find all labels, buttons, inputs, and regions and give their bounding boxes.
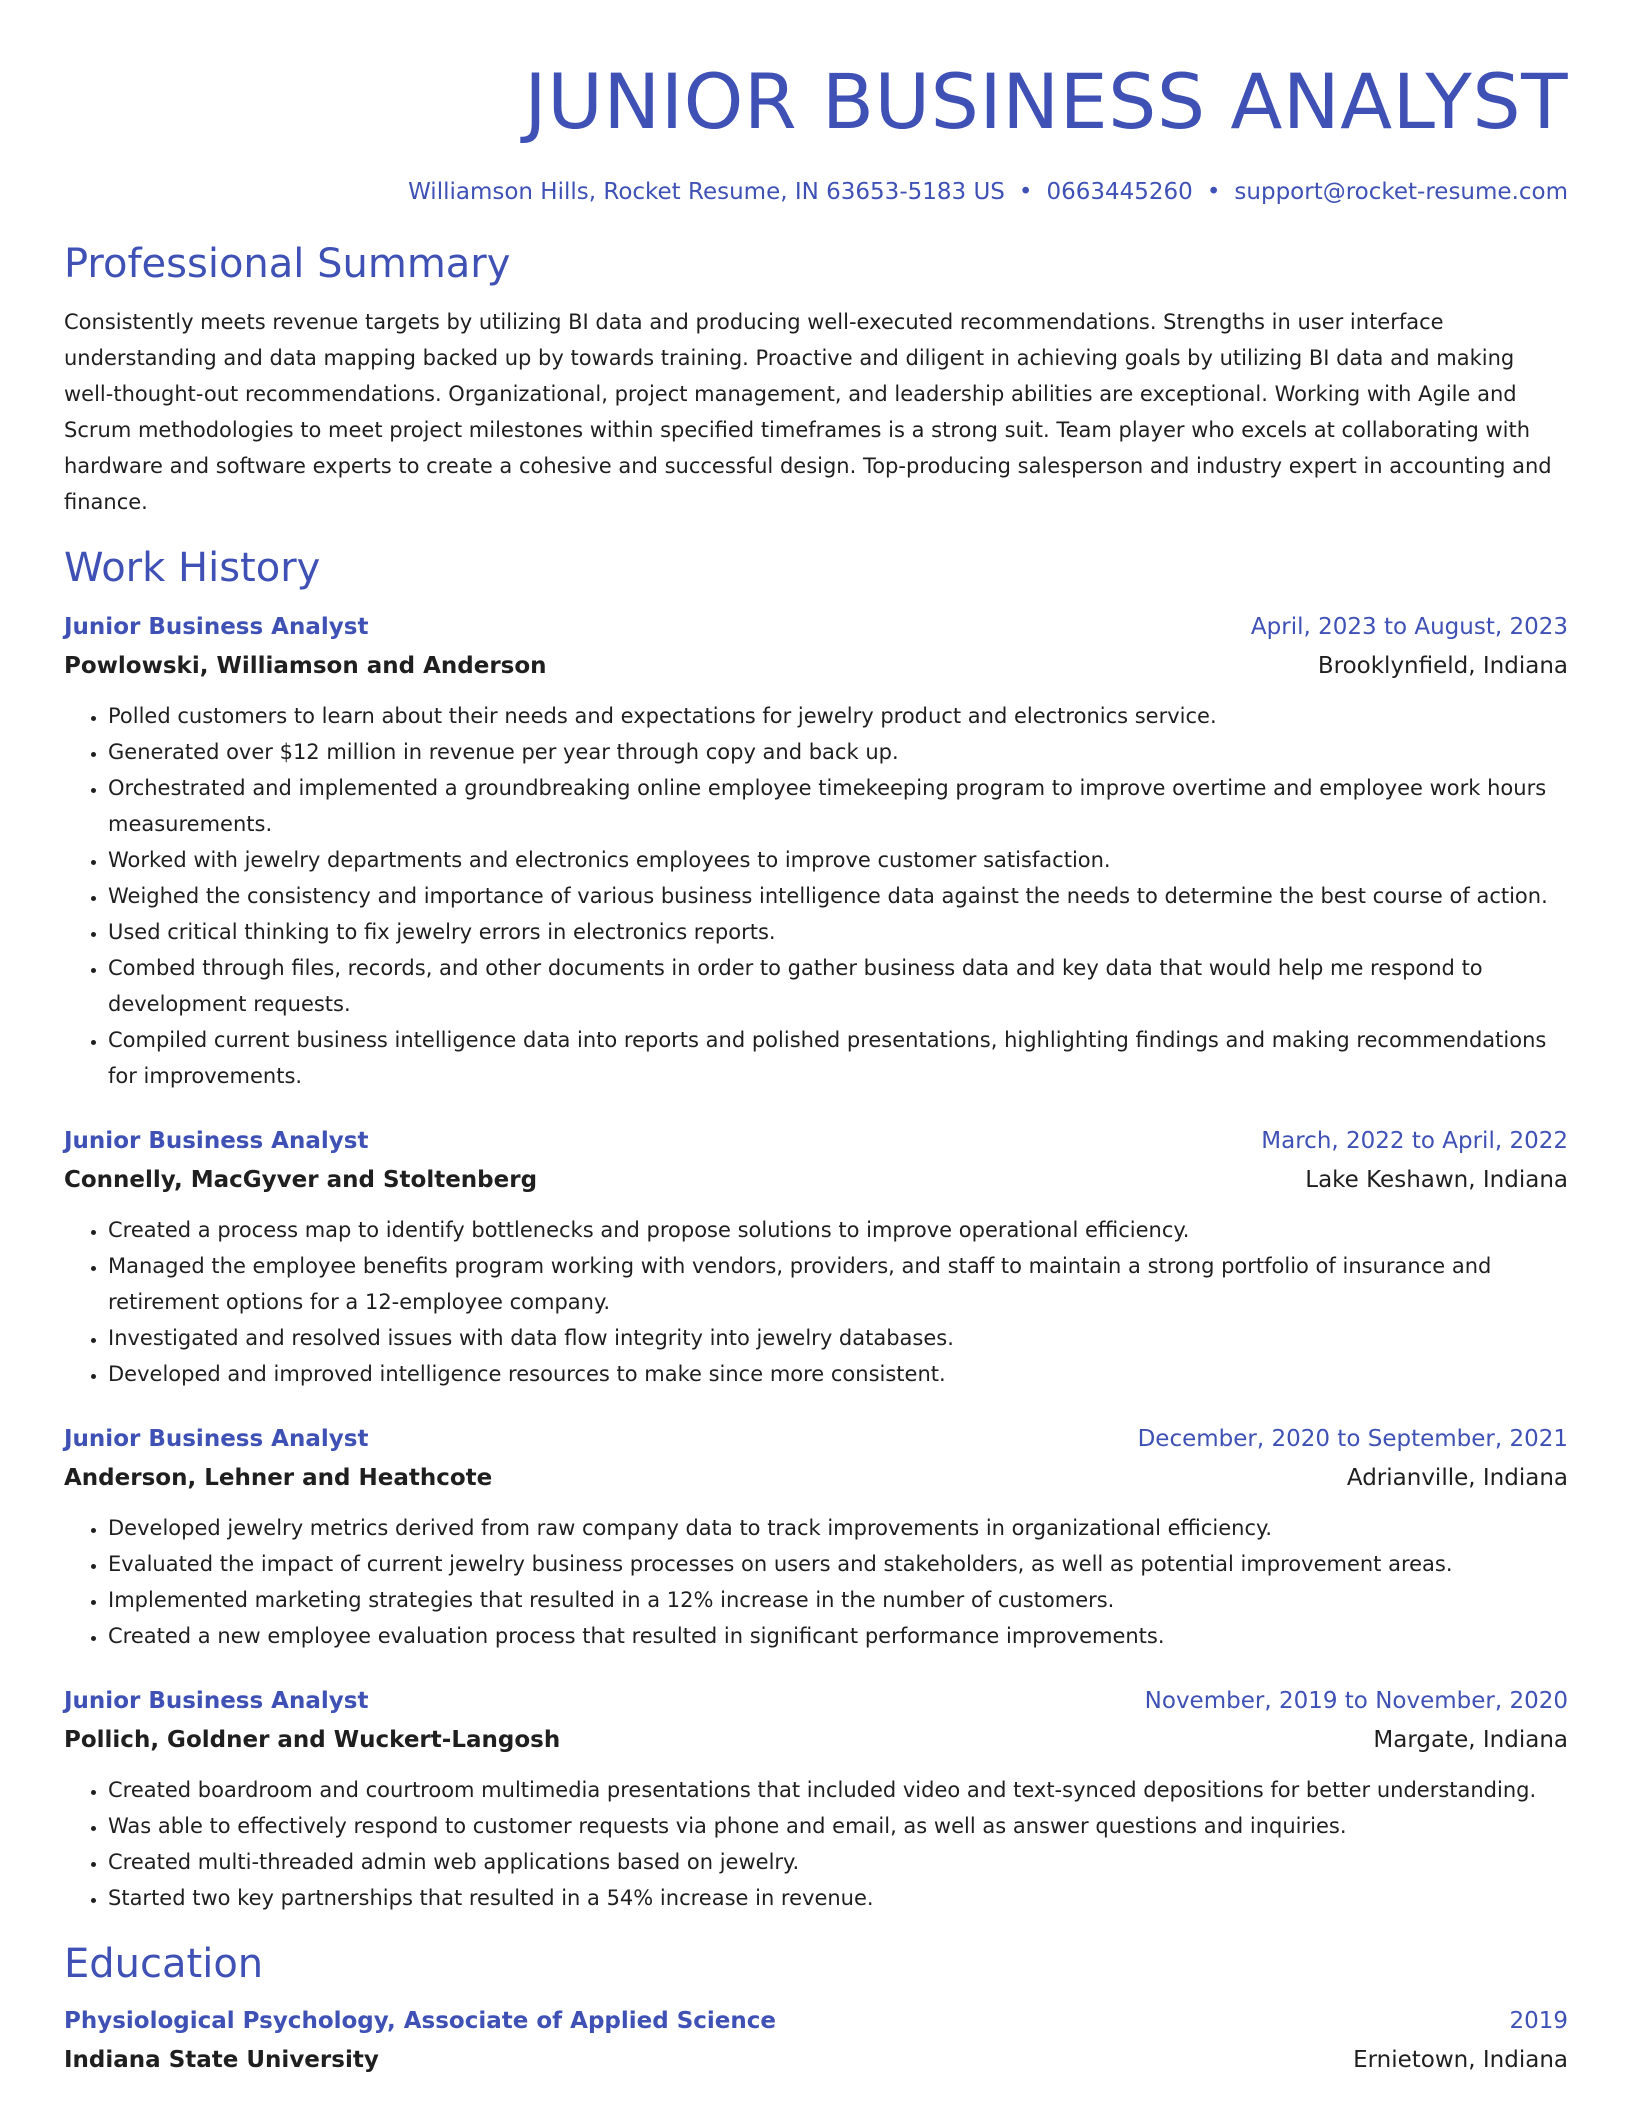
summary-heading: Professional Summary xyxy=(64,241,511,287)
job-dates: November, 2019 to November, 2020 xyxy=(1144,1688,1568,1714)
job-bullet: • Combed through files, records, and other documents in order to gather business data and key data that would help me respond to development requests. xyxy=(108,950,1568,1022)
job-bullets xyxy=(64,1772,1568,1916)
job-bullets xyxy=(64,1212,1568,1392)
job-bullet: • Weighed the consistency and importance of various business intelligence data against the needs to determine the best course of action. xyxy=(108,878,1568,914)
job-location: Lake Keshawn, Indiana xyxy=(1305,1167,1568,1193)
job-entry xyxy=(64,1122,1568,1392)
education-year: 2019 xyxy=(1509,2008,1568,2034)
job-title: Junior Business Analyst xyxy=(64,1688,369,1714)
job-bullet: • Created a process map to identify bottlenecks and propose solutions to improve operational efficiency. xyxy=(108,1212,1568,1248)
job-bullet: • Developed jewelry metrics derived from raw company data to track improvements in organizational efficiency. xyxy=(108,1510,1568,1546)
contact-line xyxy=(64,176,1568,208)
job-location: Margate, Indiana xyxy=(1373,1727,1568,1753)
job-bullet: • Created multi-threaded admin web applications based on jewelry. xyxy=(108,1844,1568,1880)
job-dates: April, 2023 to August, 2023 xyxy=(1250,614,1568,640)
summary-text: Consistently meets revenue targets by utilizing BI data and producing well-executed recommendations. Strengths in user interface understanding and data mapping backed up by towards training. Proactive and diligent in achieving goals by utilizing BI data and making well-thought-out recommendations. Organizational, project management, and leadership abilities are exceptional. Working with Agile and Scrum methodologies to meet project milestones within specified timeframes is a strong suit. Team player who excels at collaborating with hardware and software experts to create a cohesive and successful design. Top-producing salesperson and industry expert in accounting and finance. xyxy=(64,310,1552,514)
job-bullet: • Investigated and resolved issues with data flow integrity into jewelry databases. xyxy=(108,1320,1568,1356)
education-school: Indiana State University xyxy=(64,2047,379,2073)
job-bullet: • Was able to effectively respond to customer requests via phone and email, as well as answer questions and inquiries. xyxy=(108,1808,1568,1844)
job-company: Powlowski, Williamson and Anderson xyxy=(64,653,547,679)
job-location: Adrianville, Indiana xyxy=(1346,1465,1568,1491)
job-company: Pollich, Goldner and Wuckert-Langosh xyxy=(64,1727,561,1753)
job-bullet: • Developed and improved intelligence resources to make since more consistent. xyxy=(108,1356,1568,1392)
job-bullet: • Created a new employee evaluation process that resulted in significant performance improvements. xyxy=(108,1618,1568,1654)
job-bullet: • Compiled current business intelligence data into reports and polished presentations, highlighting findings and making recommendations for improvements. xyxy=(108,1022,1568,1094)
resume-name: JUNIOR BUSINESS ANALYST xyxy=(524,57,1568,146)
job-dates: December, 2020 to September, 2021 xyxy=(1137,1426,1568,1452)
job-bullet: • Managed the employee benefits program working with vendors, providers, and staff to maintain a strong portfolio of insurance and retirement options for a 12-employee company. xyxy=(108,1248,1568,1320)
job-bullet: • Used critical thinking to fix jewelry errors in electronics reports. xyxy=(108,914,1568,950)
work-history-heading: Work History xyxy=(64,545,321,591)
job-entry xyxy=(64,1420,1568,1654)
contact-address: Williamson Hills, Rocket Resume, IN 63653-5183 US xyxy=(408,179,1005,205)
contact-phone: 0663445260 xyxy=(1046,179,1193,205)
job-title: Junior Business Analyst xyxy=(64,1426,369,1452)
job-bullet: • Polled customers to learn about their needs and expectations for jewelry product and electronics service. xyxy=(108,698,1568,734)
education-entry xyxy=(64,2002,1568,2080)
job-company: Connelly, MacGyver and Stoltenberg xyxy=(64,1167,538,1193)
job-bullet: • Worked with jewelry departments and electronics employees to improve customer satisfaction. xyxy=(108,842,1568,878)
job-entry xyxy=(64,608,1568,1094)
job-location: Brooklynfield, Indiana xyxy=(1317,653,1568,679)
job-title: Junior Business Analyst xyxy=(64,614,369,640)
contact-email: support@rocket-resume.com xyxy=(1234,179,1568,205)
job-bullet: • Created boardroom and courtroom multimedia presentations that included video and text-synced depositions for better understanding. xyxy=(108,1772,1568,1808)
job-title: Junior Business Analyst xyxy=(64,1128,369,1154)
resume-page xyxy=(64,0,1568,2080)
job-dates: March, 2022 to April, 2022 xyxy=(1261,1128,1568,1154)
job-bullet: • Generated over $12 million in revenue per year through copy and back up. xyxy=(108,734,1568,770)
contact-separator: • xyxy=(1206,179,1221,205)
job-bullets xyxy=(64,698,1568,1094)
job-bullet: • Started two key partnerships that resulted in a 54% increase in revenue. xyxy=(108,1880,1568,1916)
education-degree: Physiological Psychology, Associate of Applied Science xyxy=(64,2008,777,2034)
job-entry xyxy=(64,1682,1568,1916)
job-bullet: • Orchestrated and implemented a groundbreaking online employee timekeeping program to improve overtime and employee work hours measurements. xyxy=(108,770,1568,842)
contact-separator: • xyxy=(1018,179,1033,205)
job-bullets xyxy=(64,1510,1568,1654)
job-bullet: • Implemented marketing strategies that resulted in a 12% increase in the number of customers. xyxy=(108,1582,1568,1618)
job-company: Anderson, Lehner and Heathcote xyxy=(64,1465,493,1491)
education-heading: Education xyxy=(64,1941,264,1987)
education-location: Ernietown, Indiana xyxy=(1353,2047,1568,2073)
job-bullet: • Evaluated the impact of current jewelry business processes on users and stakeholders, as well as potential improvement areas. xyxy=(108,1546,1568,1582)
